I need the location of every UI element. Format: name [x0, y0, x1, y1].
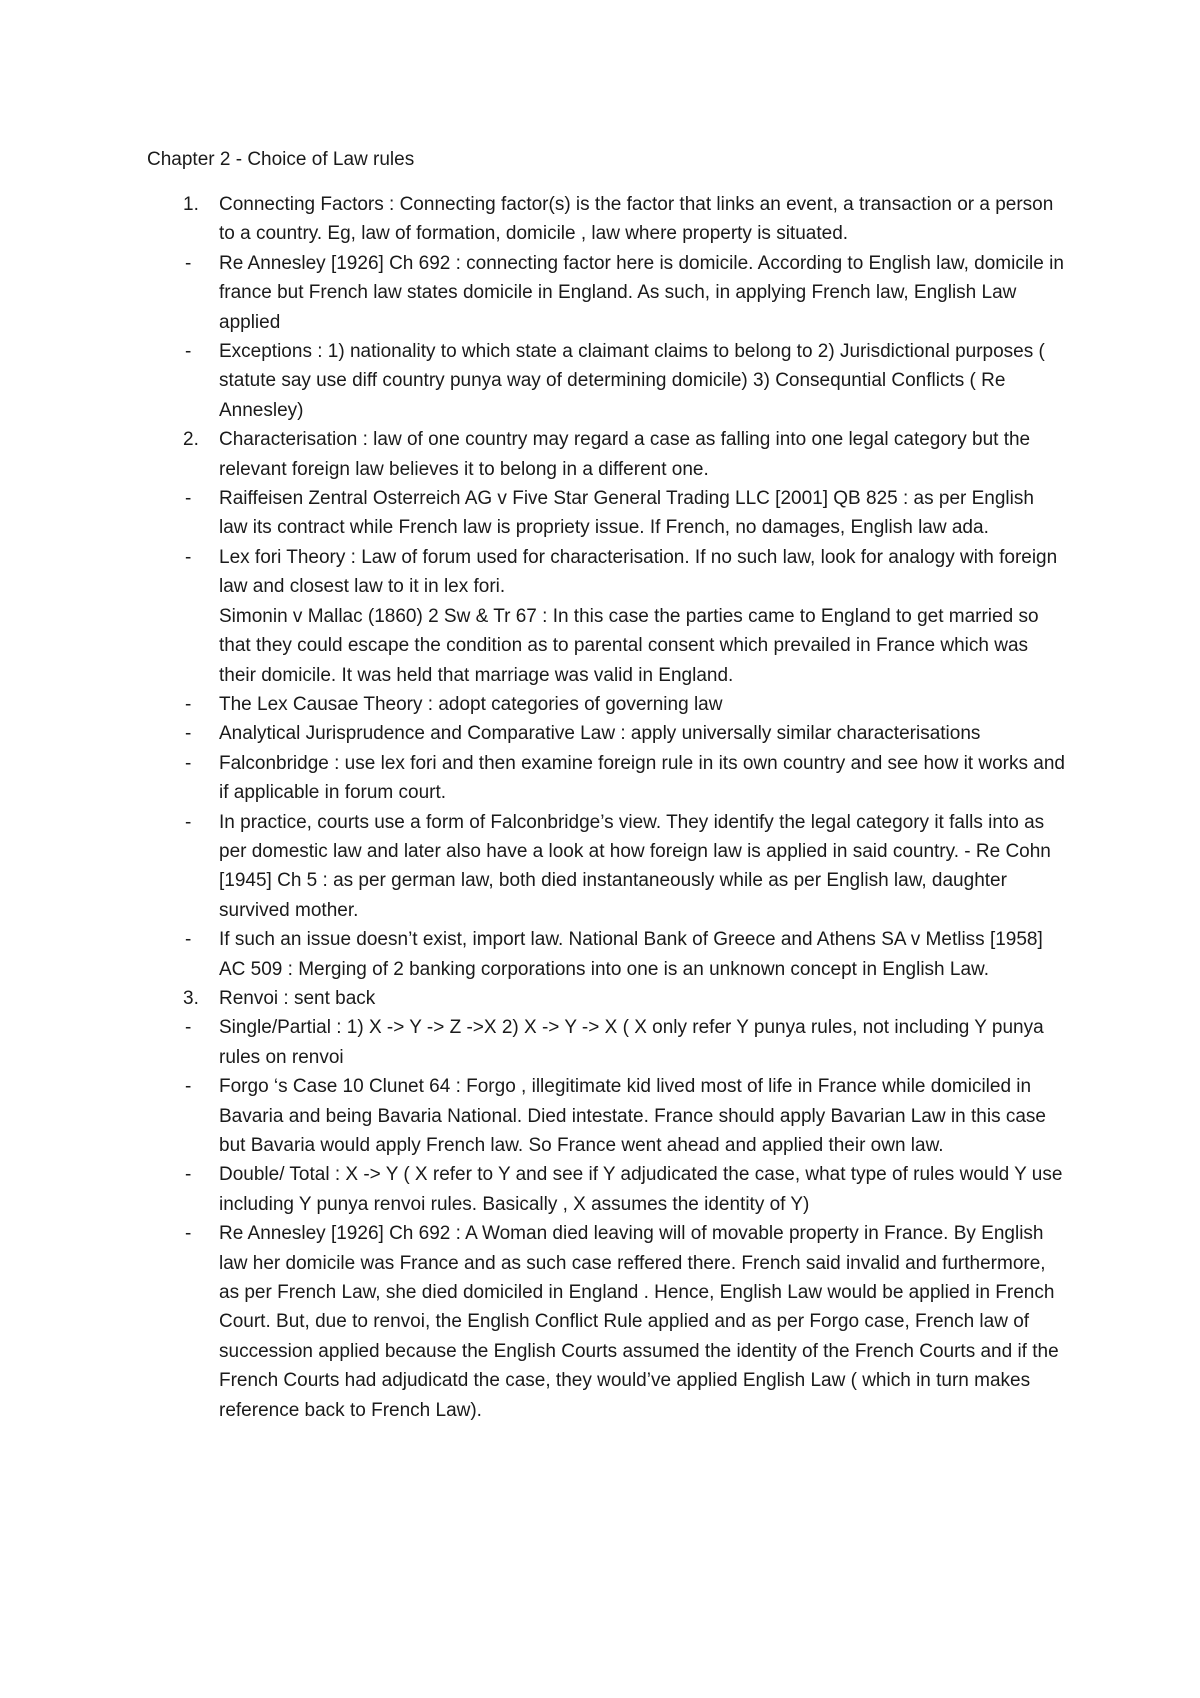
list-item-text: The Lex Causae Theory : adopt categories of governing law — [219, 693, 723, 715]
list-item-text: Double/ Total : X -> Y ( X refer to Y and see if Y adjudicated the case, what type of rules would Y use including Y punya renvoi rules. Basically , X assumes the identity of Y) — [219, 1164, 1063, 1215]
list-item-text: If such an issue doesn’t exist, import law. National Bank of Greece and Athens SA v Metliss [1958] AC 509 : Merging of 2 banking corporations into one is an unknown concept in English Law. — [219, 929, 1043, 980]
list-item-text: Lex fori Theory : Law of forum used for characterisation. If no such law, look for analogy with foreign law and closest law to it in lex fori. — [219, 546, 1058, 598]
list-item — [147, 1160, 1067, 1219]
list-item — [147, 190, 1067, 249]
list-item — [147, 1013, 1067, 1072]
list-item — [147, 749, 1067, 808]
list-marker: - — [185, 693, 192, 715]
list-item-text: Characterisation : law of one country may regard a case as falling into one legal category but the relevant foreign law believes it to belong in a different one. — [219, 429, 1031, 480]
list-marker: 2. — [183, 429, 199, 451]
notes-list — [147, 190, 1067, 1425]
list-item — [147, 808, 1067, 926]
list-item — [147, 484, 1067, 543]
list-item — [147, 249, 1067, 337]
list-item-text: Forgo ‘s Case 10 Clunet 64 : Forgo , illegitimate kid lived most of life in France while domiciled in Bavaria and being Bavaria National. Died intestate. France should apply Bavarian Law in this case but Bavaria would apply French law. So France went ahead and applied their own law. — [219, 1076, 1046, 1156]
list-marker: - — [185, 723, 192, 745]
list-item — [147, 425, 1067, 484]
list-item-text: Renvoi : sent back — [219, 987, 376, 1009]
list-item-text: Analytical Jurisprudence and Comparative Law : apply universally similar characterisations — [219, 723, 981, 745]
list-marker: - — [185, 1164, 192, 1186]
list-marker: - — [185, 752, 192, 774]
list-item-text: Falconbridge : use lex fori and then examine foreign rule in its own country and see how it works and if applicable in forum court. — [219, 752, 1065, 804]
list-item-text: Single/Partial : 1) X -> Y -> Z ->X 2) X -> Y -> X ( X only refer Y punya rules, not including Y punya rules on renvoi — [219, 1017, 1044, 1068]
list-item-text: Re Annesley [1926] Ch 692 : connecting factor here is domicile. According to English law, domicile in france but French law states domicile in England. As such, in applying French law, English Law applied — [219, 252, 1064, 333]
list-item-text: Re Annesley [1926] Ch 692 : A Woman died leaving will of movable property in France. By English law her domicile was France and as such case reffered there. French said invalid and furthermore, as per French Law, she died domiciled in England . Hence, English Law would be applied in French Court. But, due to renvoi, the English Conflict Rule applied and as per Forgo case, French law of succession applied because the English Courts assumed the identity of the French Courts and if the French Courts had adjudicatd the case, they would’ve applied English Law ( which in turn makes reference back to French Law). — [219, 1223, 1059, 1421]
list-item-text: In practice, courts use a form of Falconbridge’s view. They identify the legal category it falls into as per domestic law and later also have a look at how foreign law is applied in said country. - Re Cohn [1945] Ch 5 : as per german law, both died instantaneously while as per English law, daughter survived mother. — [219, 811, 1051, 921]
list-item — [147, 1219, 1067, 1425]
list-marker: - — [185, 929, 192, 951]
page-title: Chapter 2 - Choice of Law rules — [147, 149, 415, 170]
list-marker: - — [185, 341, 192, 363]
list-item-text: Connecting Factors : Connecting factor(s) is the factor that links an event, a transaction or a person to a country. Eg, law of formation, domicile , law where property is situated. — [219, 194, 1054, 245]
list-item — [147, 925, 1067, 984]
list-marker: - — [185, 1223, 192, 1245]
list-marker: - — [185, 546, 192, 568]
list-marker: - — [185, 811, 192, 833]
list-item — [147, 337, 1067, 425]
list-item-subtext: Simonin v Mallac (1860) 2 Sw & Tr 67 : In this case the parties came to England to get married so that they could escape the condition as to parental consent which prevailed in France which was their domicile. It was held that marriage was valid in England. — [219, 605, 1039, 686]
list-item-text: Exceptions : 1) nationality to which state a claimant claims to belong to 2) Jurisdictional purposes ( statute say use diff country punya way of determining domicile) 3) Consequntial Conflicts ( Re Annesley) — [219, 341, 1045, 421]
list-marker: - — [185, 1076, 192, 1098]
list-marker: - — [185, 1017, 192, 1039]
list-marker: 3. — [183, 987, 199, 1009]
list-marker: - — [185, 252, 192, 274]
list-item — [147, 984, 1067, 1013]
list-item-text: Raiffeisen Zentral Osterreich AG v Five Star General Trading LLC [2001] QB 825 : as per English law its contract while French law is propriety issue. If French, no damages, English law ada. — [219, 488, 1034, 539]
list-item — [147, 1072, 1067, 1160]
list-item — [147, 543, 1067, 690]
list-marker: 1. — [183, 194, 199, 215]
list-item — [147, 719, 1067, 748]
list-item — [147, 690, 1067, 719]
list-marker: - — [185, 488, 192, 510]
